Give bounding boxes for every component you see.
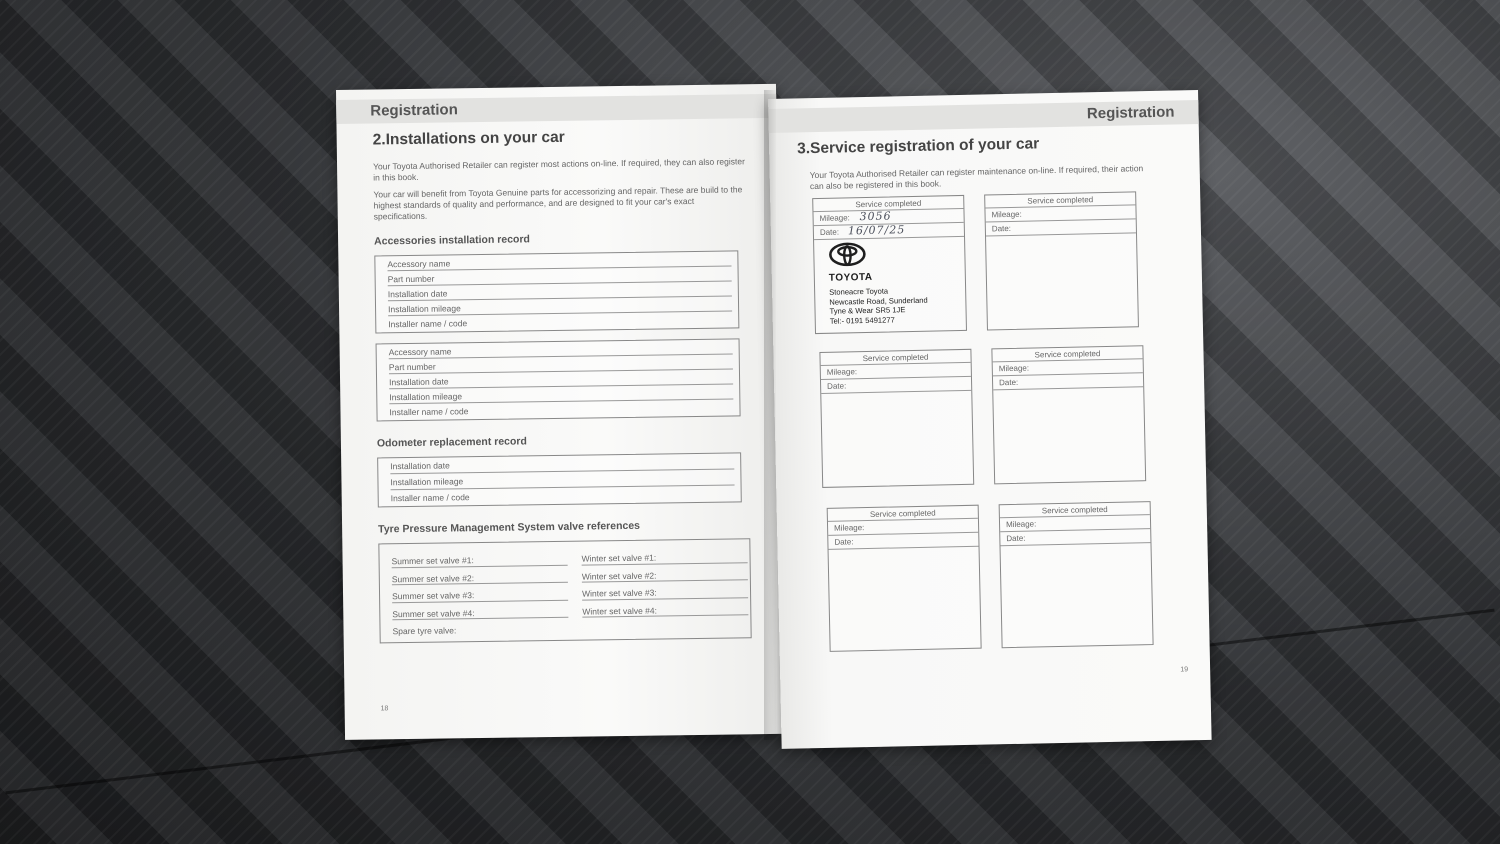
odometer-mileage-field[interactable]: Installation mileage <box>390 469 734 490</box>
mileage-field[interactable]: Mileage: <box>985 205 1135 222</box>
dealer-phone: Tel:- 0191 5491277 <box>829 314 895 326</box>
book-spine <box>764 90 776 740</box>
service-intro-paragraph: Your Toyota Authorised Retailer can register maintenance on-line. If required, their action can also be registered in this book. <box>809 163 1144 192</box>
handwritten-mileage: 3056 <box>859 209 892 224</box>
toyota-brand-name: TOYOTA <box>828 271 873 284</box>
summer-valve-1-field[interactable]: Summer set valve #1: <box>391 548 567 568</box>
service-registration-title: 3.Service registration of your car <box>796 135 1040 158</box>
mileage-field[interactable]: Mileage: <box>828 519 978 536</box>
accessory-record-1 <box>374 250 739 333</box>
service-record-4 <box>991 345 1146 484</box>
mileage-field[interactable]: Mileage: <box>821 363 971 380</box>
installation-mileage-field[interactable]: Installation mileage <box>388 296 732 316</box>
service-completed-heading: Service completed <box>1000 502 1150 518</box>
winter-valve-4-field[interactable]: Winter set valve #4: <box>582 598 748 618</box>
right-page <box>768 90 1212 749</box>
odometer-date-field[interactable]: Installation date <box>390 453 734 474</box>
dealer-street: Newcastle Road, Sunderland <box>829 295 928 307</box>
tpms-title: Tyre Pressure Management System valve references <box>378 519 641 536</box>
winter-valves-column <box>581 545 748 617</box>
winter-valve-1-field[interactable]: Winter set valve #1: <box>581 545 747 565</box>
summer-valves-column <box>391 548 568 638</box>
mileage-label: Mileage: <box>819 213 850 223</box>
mileage-field[interactable]: Mileage: <box>993 359 1143 376</box>
accessory-name-field[interactable]: Accessory name <box>389 339 733 359</box>
service-completed-heading: Service completed <box>820 350 970 366</box>
right-header: Registration <box>768 100 1198 133</box>
date-field[interactable]: Date: <box>828 533 978 550</box>
service-completed-heading: Service completed <box>992 346 1142 362</box>
service-record-3 <box>819 349 974 488</box>
winter-valve-2-field[interactable]: Winter set valve #2: <box>582 563 748 583</box>
odometer-record <box>377 452 742 507</box>
installation-date-field[interactable]: Installation date <box>388 281 732 301</box>
service-booklet <box>336 90 1204 742</box>
dealer-stamp <box>828 240 954 326</box>
installer-name-field[interactable]: Installer name / code <box>388 318 468 330</box>
date-field[interactable]: Date: <box>1000 529 1150 546</box>
installation-date-field[interactable]: Installation date <box>389 369 733 389</box>
date-label: Date: <box>819 227 840 237</box>
installer-name-field[interactable]: Installer name / code <box>389 406 469 418</box>
part-number-field[interactable]: Part number <box>388 266 732 286</box>
service-completed-heading: Service completed <box>828 506 978 522</box>
tpms-record <box>378 538 751 643</box>
odometer-installer-field[interactable]: Installer name / code <box>390 492 470 504</box>
handwritten-date: 16/07/25 <box>847 223 906 238</box>
service-completed-heading: Service completed <box>985 192 1135 208</box>
installations-title: 2.Installations on your car <box>372 128 565 149</box>
page-number-left: 18 <box>380 705 389 713</box>
intro-paragraph-1: Your Toyota Authorised Retailer can register most actions on-line. If required, they can also register in this book. <box>373 156 745 183</box>
accessory-name-field[interactable]: Accessory name <box>387 251 731 271</box>
accessories-title: Accessories installation record <box>374 233 531 248</box>
summer-valve-3-field[interactable]: Summer set valve #3: <box>392 583 568 603</box>
installation-mileage-field[interactable]: Installation mileage <box>389 384 733 404</box>
service-record-1 <box>812 195 967 334</box>
left-page <box>336 84 785 740</box>
dealer-postcode: Tyne & Wear SR5 1JE <box>829 305 906 316</box>
intro-paragraph-2: Your car will benefit from Toyota Genuine parts for accessorizing and repair. These are build to the highest standards of quality and performance, and are designed to fit your car's exact specifications. <box>373 184 743 222</box>
dealer-name: Stoneacre Toyota <box>829 286 889 297</box>
service-record-6 <box>999 501 1154 648</box>
page-number-right: 19 <box>1180 666 1189 674</box>
mileage-field[interactable]: Mileage: <box>1000 515 1150 532</box>
toyota-logo-icon <box>828 242 866 267</box>
left-header: Registration <box>336 94 776 124</box>
date-field[interactable] <box>814 223 964 240</box>
date-field[interactable]: Date: <box>993 373 1143 390</box>
summer-valve-2-field[interactable]: Summer set valve #2: <box>392 565 568 585</box>
odometer-title: Odometer replacement record <box>376 435 527 450</box>
winter-valve-3-field[interactable]: Winter set valve #3: <box>582 580 748 600</box>
spare-valve-field[interactable]: Spare tyre valve: <box>392 625 457 637</box>
accessory-record-2 <box>376 338 741 421</box>
date-field[interactable]: Date: <box>986 219 1136 236</box>
part-number-field[interactable]: Part number <box>389 354 733 374</box>
summer-valve-4-field[interactable]: Summer set valve #4: <box>392 600 568 620</box>
service-completed-heading: Service completed <box>813 196 963 212</box>
service-record-2 <box>984 191 1139 330</box>
date-field[interactable]: Date: <box>821 377 971 394</box>
dealer-address <box>829 285 954 326</box>
service-record-5 <box>827 505 982 652</box>
